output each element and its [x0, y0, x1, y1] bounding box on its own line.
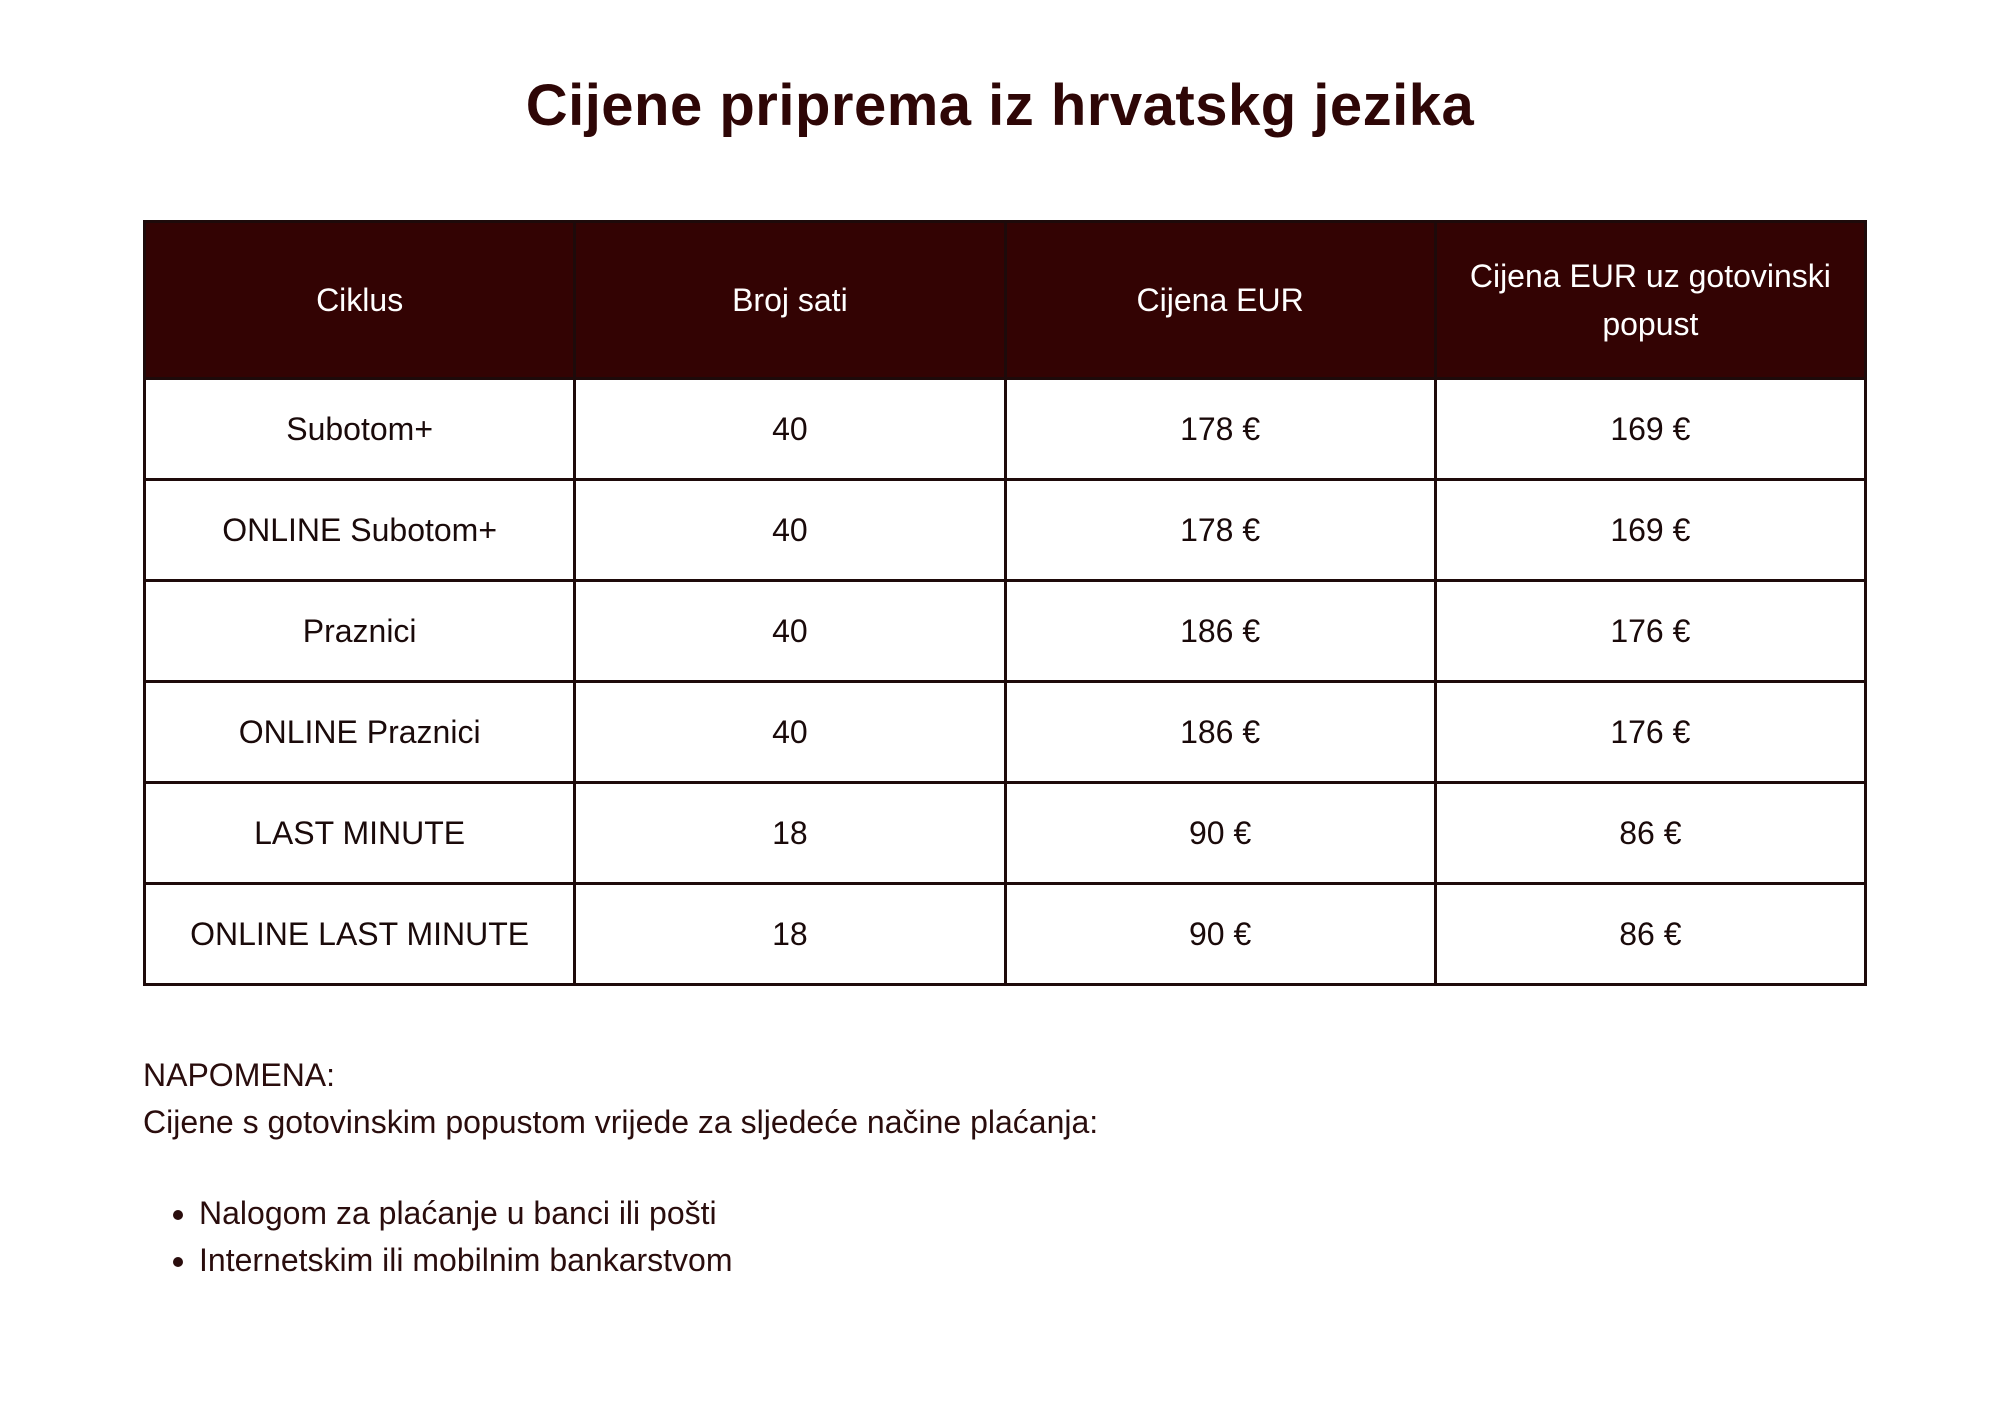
column-header-cijena-eur: Cijena EUR — [1005, 222, 1435, 379]
table-header-row — [145, 222, 1866, 379]
table-row — [145, 480, 1866, 581]
price-table — [143, 220, 1867, 986]
cell-cijena-popust: 169 € — [1435, 480, 1865, 581]
cell-cijena: 178 € — [1005, 379, 1435, 480]
cell-cijena-popust: 86 € — [1435, 783, 1865, 884]
payment-methods-list — [143, 1190, 733, 1284]
table-row — [145, 581, 1866, 682]
table-row — [145, 379, 1866, 480]
cell-broj-sati: 40 — [575, 581, 1005, 682]
cell-cijena: 186 € — [1005, 682, 1435, 783]
page-title: Cijene priprema iz hrvatskg jezika — [525, 73, 1475, 138]
cell-ciklus: ONLINE LAST MINUTE — [145, 884, 575, 985]
note-section — [143, 1052, 1098, 1146]
table-row — [145, 682, 1866, 783]
column-header-broj-sati: Broj sati — [575, 222, 1005, 379]
cell-broj-sati: 40 — [575, 480, 1005, 581]
note-heading: NAPOMENA: — [143, 1057, 336, 1093]
list-item: • Internetskim ili mobilnim bankarstvom — [199, 1237, 733, 1284]
cell-ciklus: LAST MINUTE — [145, 783, 575, 884]
cell-ciklus: ONLINE Praznici — [145, 682, 575, 783]
cell-ciklus: Subotom+ — [145, 379, 575, 480]
cell-cijena: 90 € — [1005, 783, 1435, 884]
cell-broj-sati: 18 — [575, 783, 1005, 884]
cell-cijena-popust: 176 € — [1435, 682, 1865, 783]
cell-broj-sati: 40 — [575, 682, 1005, 783]
cell-cijena-popust: 86 € — [1435, 884, 1865, 985]
cell-cijena: 186 € — [1005, 581, 1435, 682]
table-row — [145, 884, 1866, 985]
cell-cijena: 178 € — [1005, 480, 1435, 581]
cell-broj-sati: 40 — [575, 379, 1005, 480]
list-item: • Nalogom za plaćanje u banci ili pošti — [199, 1190, 733, 1237]
cell-ciklus: ONLINE Subotom+ — [145, 480, 575, 581]
table-row — [145, 783, 1866, 884]
cell-broj-sati: 18 — [575, 884, 1005, 985]
cell-cijena-popust: 176 € — [1435, 581, 1865, 682]
cell-cijena: 90 € — [1005, 884, 1435, 985]
column-header-cijena-popust: Cijena EUR uz gotovinski popust — [1435, 222, 1865, 379]
cell-ciklus: Praznici — [145, 581, 575, 682]
cell-cijena-popust: 169 € — [1435, 379, 1865, 480]
column-header-ciklus: Ciklus — [145, 222, 575, 379]
note-text: Cijene s gotovinskim popustom vrijede za sljedeće načine plaćanja: — [143, 1104, 1099, 1140]
